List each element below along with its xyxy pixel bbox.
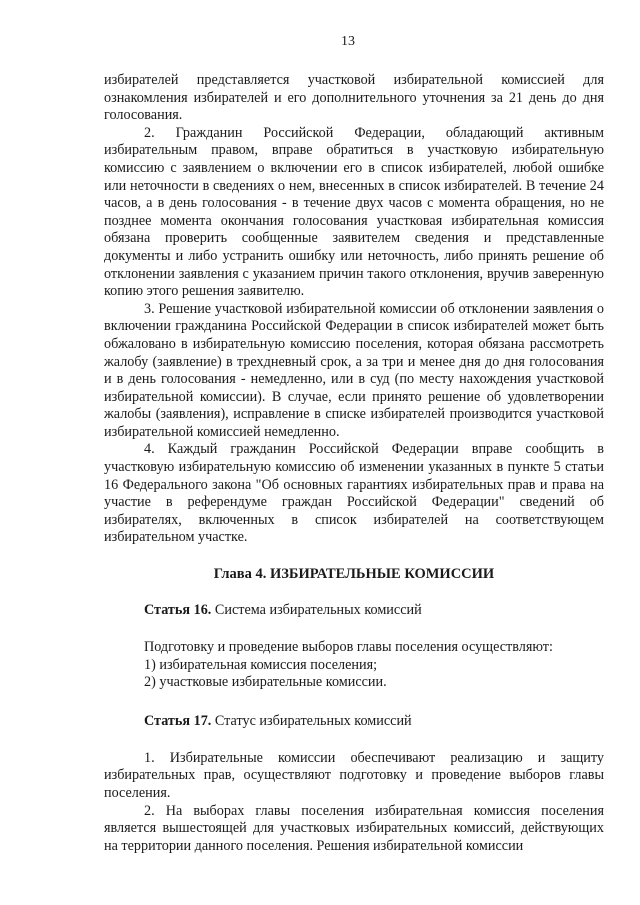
- paragraph-4: 4. Каждый гражданин Российской Федерации вправе сообщить в участковую избирательную комиссию об изменении указанных в пункте 5 статьи 16 Федерального закона "Об основных гарантиях избирательных прав и права на участие в референдуме граждан Российской Федерации" сведений об избирателях, включенных в список избирателей на соответствующем избирательном участке.: [104, 441, 604, 546]
- article-17-title: Статус избирательных комиссий: [211, 712, 412, 729]
- article-17-label: Статья 17.: [144, 712, 212, 729]
- article-16-list: [104, 657, 604, 692]
- chapter-title: Глава 4. ИЗБИРАТЕЛЬНЫЕ КОМИССИИ: [213, 566, 495, 583]
- article-16-heading: [144, 601, 604, 619]
- page-number: 13: [341, 34, 355, 49]
- article-17-paragraph-1: 1. Избирательные комиссии обеспечивают реализацию и защиту избирательных прав, осуществляют подготовку и проведение выборов главы поселения.: [104, 749, 604, 801]
- article-17-heading: [144, 712, 604, 730]
- paragraph-3: 3. Решение участковой избирательной комиссии об отклонении заявления о включении гражданина Российской Федерации в список избирателей может быть обжаловано в избирательную комиссию поселения, которая обязана рассмотреть жалобу (заявление) в трехдневный срок, а за три и менее дня до дня голосования и в день голосования - немедленно, или в суд (по месту нахождения участковой избирательной комиссии). В случае, если принято решение об удовлетворении жалобы (заявления), исправление в списке избирателей производится участковой избирательной комиссией немедленно.: [104, 300, 604, 440]
- list-item: 1) избирательная комиссия поселения;: [144, 656, 378, 673]
- article-16-intro: Подготовку и проведение выборов главы поселения осуществляют:: [144, 639, 553, 656]
- continuation-paragraph: избирателей представляется участковой избирательной комиссией для ознакомления избирателей и его дополнительного уточнения за 21 день до дня голосования.: [104, 72, 604, 124]
- list-item: 2) участковые избирательные комиссии.: [144, 674, 387, 691]
- article-16-title: Система избирательных комиссий: [211, 602, 422, 619]
- paragraph-2: 2. Гражданин Российской Федерации, обладающий активным избирательным правом, вправе обратиться в участковую избирательную комиссию с заявлением о включении его в список избирателей, любой ошибке или неточности в сведениях о нем, внесенных в список избирателей. В течение 24 часов, а в день голосования - в течение двух часов с момента обращения, но не позднее момента окончания голосования участковая избирательная комиссия обязана проверить сообщенные заявителем сведения и представленные документы и либо устранить ошибку или неточность, либо принять решение об отклонении заявления с указанием причин такого отклонения, вручив заверенную копию этого решения заявителю.: [104, 124, 604, 300]
- article-16-label: Статья 16.: [144, 602, 212, 619]
- article-17-paragraph-2: 2. На выборах главы поселения избирательная комиссия поселения является вышестоящей для участковых избирательных комиссий, действующих на территории данного поселения. Решения избирательной комиссии: [104, 802, 604, 854]
